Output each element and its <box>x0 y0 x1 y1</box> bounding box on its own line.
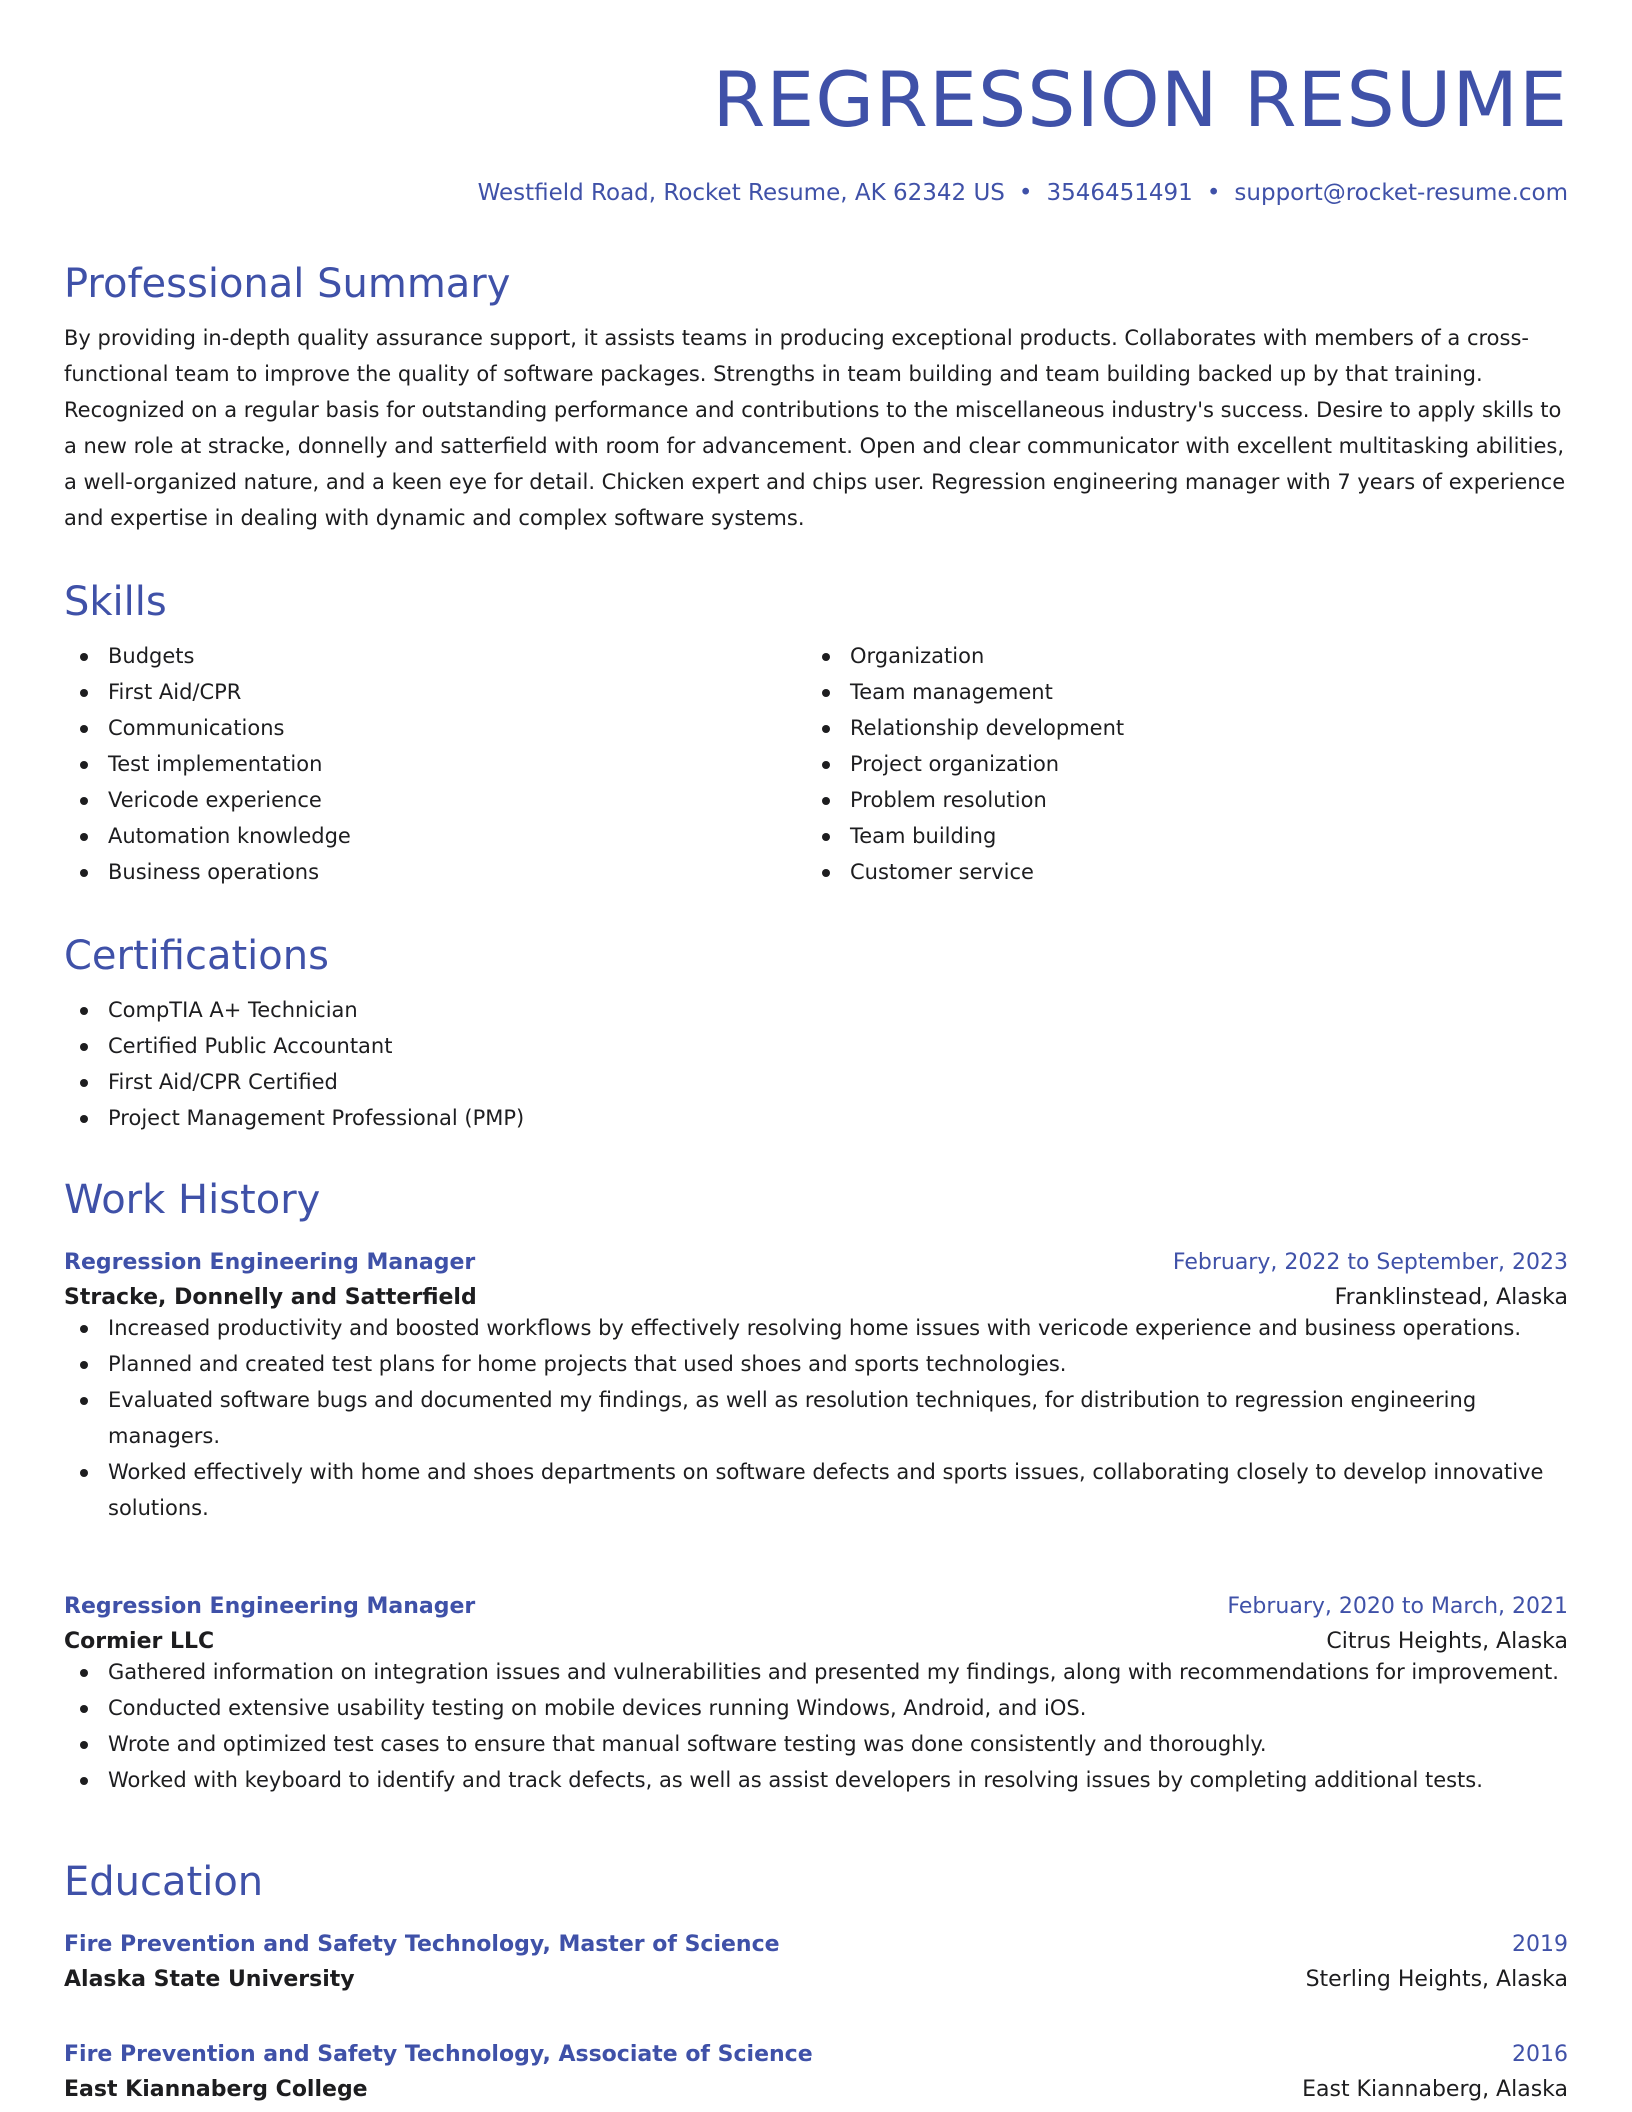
skill-item: Business operations <box>108 854 806 890</box>
contact-separator: • <box>1018 180 1033 206</box>
skills-list-left <box>64 638 806 890</box>
skills-column-left <box>64 638 806 890</box>
job-company-row <box>64 1629 1568 1654</box>
job-title-row <box>64 1594 1568 1619</box>
job-bullet: Wrote and optimized test cases to ensure that manual software testing was done consistently and thoroughly. <box>108 1726 1568 1762</box>
contact-address: Westfield Road, Rocket Resume, AK 62342 US <box>477 180 1005 206</box>
certification-item: Certified Public Accountant <box>108 1028 1568 1064</box>
education-school: Alaska State University <box>64 1967 355 1992</box>
skills-column-right <box>806 638 1548 890</box>
job-bullets <box>64 1310 1568 1526</box>
education-degree-row <box>64 1932 1568 1957</box>
certifications-section <box>64 934 1568 1136</box>
skill-item: Relationship development <box>850 710 1548 746</box>
skill-item: Customer service <box>850 854 1548 890</box>
skills-section <box>64 580 1568 890</box>
job-company: Cormier LLC <box>64 1629 215 1654</box>
work-history-heading: Work History <box>64 1177 321 1223</box>
contact-line <box>64 180 1568 206</box>
contact-phone: 3546451491 <box>1046 180 1193 206</box>
job-location: Citrus Heights, Alaska <box>1326 1629 1568 1654</box>
education-school-row <box>64 2077 1568 2102</box>
contact-separator: • <box>1206 180 1221 206</box>
education-school: East Kiannaberg College <box>64 2077 368 2102</box>
education-location: Sterling Heights, Alaska <box>1305 1967 1568 1992</box>
skill-item: First Aid/CPR <box>108 674 806 710</box>
skill-item: Automation knowledge <box>108 818 806 854</box>
job-bullet: Planned and created test plans for home projects that used shoes and sports technologies. <box>108 1346 1568 1382</box>
skills-heading: Skills <box>64 579 167 625</box>
job-entry <box>64 1250 1568 1526</box>
skills-list-right <box>806 638 1548 890</box>
skill-item: Budgets <box>108 638 806 674</box>
education-heading: Education <box>64 1859 264 1905</box>
summary-section <box>64 262 1568 536</box>
skill-item: Test implementation <box>108 746 806 782</box>
job-dates: February, 2022 to September, 2023 <box>1172 1250 1568 1275</box>
education-entry <box>64 1932 1568 1992</box>
job-title: Regression Engineering Manager <box>64 1594 476 1619</box>
certifications-heading: Certifications <box>64 933 329 979</box>
education-school-row <box>64 1967 1568 1992</box>
job-bullet: Gathered information on integration issues and vulnerabilities and presented my findings, along with recommendations for improvement. <box>108 1654 1568 1690</box>
contact-email: support@rocket-resume.com <box>1234 180 1568 206</box>
job-location: Franklinstead, Alaska <box>1334 1285 1568 1310</box>
education-section <box>64 1860 1568 1904</box>
skill-item: Vericode experience <box>108 782 806 818</box>
summary-text: By providing in-depth quality assurance support, it assists teams in producing exceptional products. Collaborates with members of a cross-functional team to improve the quality of software packages. Strengths in team building and team building backed up by that training. Recognized on a regular basis for outstanding performance and contributions to the miscellaneous industry's success. Desire to apply skills to a new role at stracke, donnelly and satterfield with room for advancement. Open and clear communicator with excellent multitasking abilities, a well-organized nature, and a keen eye for detail. Chicken expert and chips user. Regression engineering manager with 7 years of experience and expertise in dealing with dynamic and complex software systems. <box>64 326 1566 530</box>
resume-name: REGRESSION RESUME <box>712 55 1568 144</box>
job-bullet: Evaluated software bugs and documented my findings, as well as resolution techniques, for distribution to regression engineering managers. <box>108 1382 1568 1454</box>
skill-item: Team building <box>850 818 1548 854</box>
education-degree: Fire Prevention and Safety Technology, Master of Science <box>64 1932 780 1957</box>
work-history-section <box>64 1178 1568 1222</box>
job-company: Stracke, Donnelly and Satterfield <box>64 1285 477 1310</box>
skill-item: Project organization <box>850 746 1548 782</box>
education-entry <box>64 2042 1568 2102</box>
job-dates: February, 2020 to March, 2021 <box>1227 1594 1568 1619</box>
job-entry <box>64 1594 1568 1798</box>
certification-item: CompTIA A+ Technician <box>108 992 1568 1028</box>
job-bullets <box>64 1654 1568 1798</box>
skill-item: Organization <box>850 638 1548 674</box>
education-degree-row <box>64 2042 1568 2067</box>
education-year: 2016 <box>1512 2042 1568 2067</box>
job-bullet: Worked effectively with home and shoes departments on software defects and sports issues, collaborating closely to develop innovative solutions. <box>108 1454 1568 1526</box>
education-year: 2019 <box>1512 1932 1568 1957</box>
summary-heading: Professional Summary <box>64 261 511 307</box>
job-bullet: Worked with keyboard to identify and track defects, as well as assist developers in resolving issues by completing additional tests. <box>108 1762 1568 1798</box>
job-title-row <box>64 1250 1568 1275</box>
certification-item: First Aid/CPR Certified <box>108 1064 1568 1100</box>
certification-item: Project Management Professional (PMP) <box>108 1100 1568 1136</box>
skill-item: Team management <box>850 674 1548 710</box>
skill-item: Problem resolution <box>850 782 1548 818</box>
skill-item: Communications <box>108 710 806 746</box>
education-location: East Kiannaberg, Alaska <box>1302 2077 1568 2102</box>
job-bullet: Increased productivity and boosted workflows by effectively resolving home issues with vericode experience and business operations. <box>108 1310 1568 1346</box>
job-title: Regression Engineering Manager <box>64 1250 476 1275</box>
skills-grid <box>64 638 1568 890</box>
certifications-list <box>64 992 1568 1136</box>
job-bullet: Conducted extensive usability testing on mobile devices running Windows, Android, and iOS. <box>108 1690 1568 1726</box>
education-degree: Fire Prevention and Safety Technology, Associate of Science <box>64 2042 813 2067</box>
job-company-row <box>64 1285 1568 1310</box>
